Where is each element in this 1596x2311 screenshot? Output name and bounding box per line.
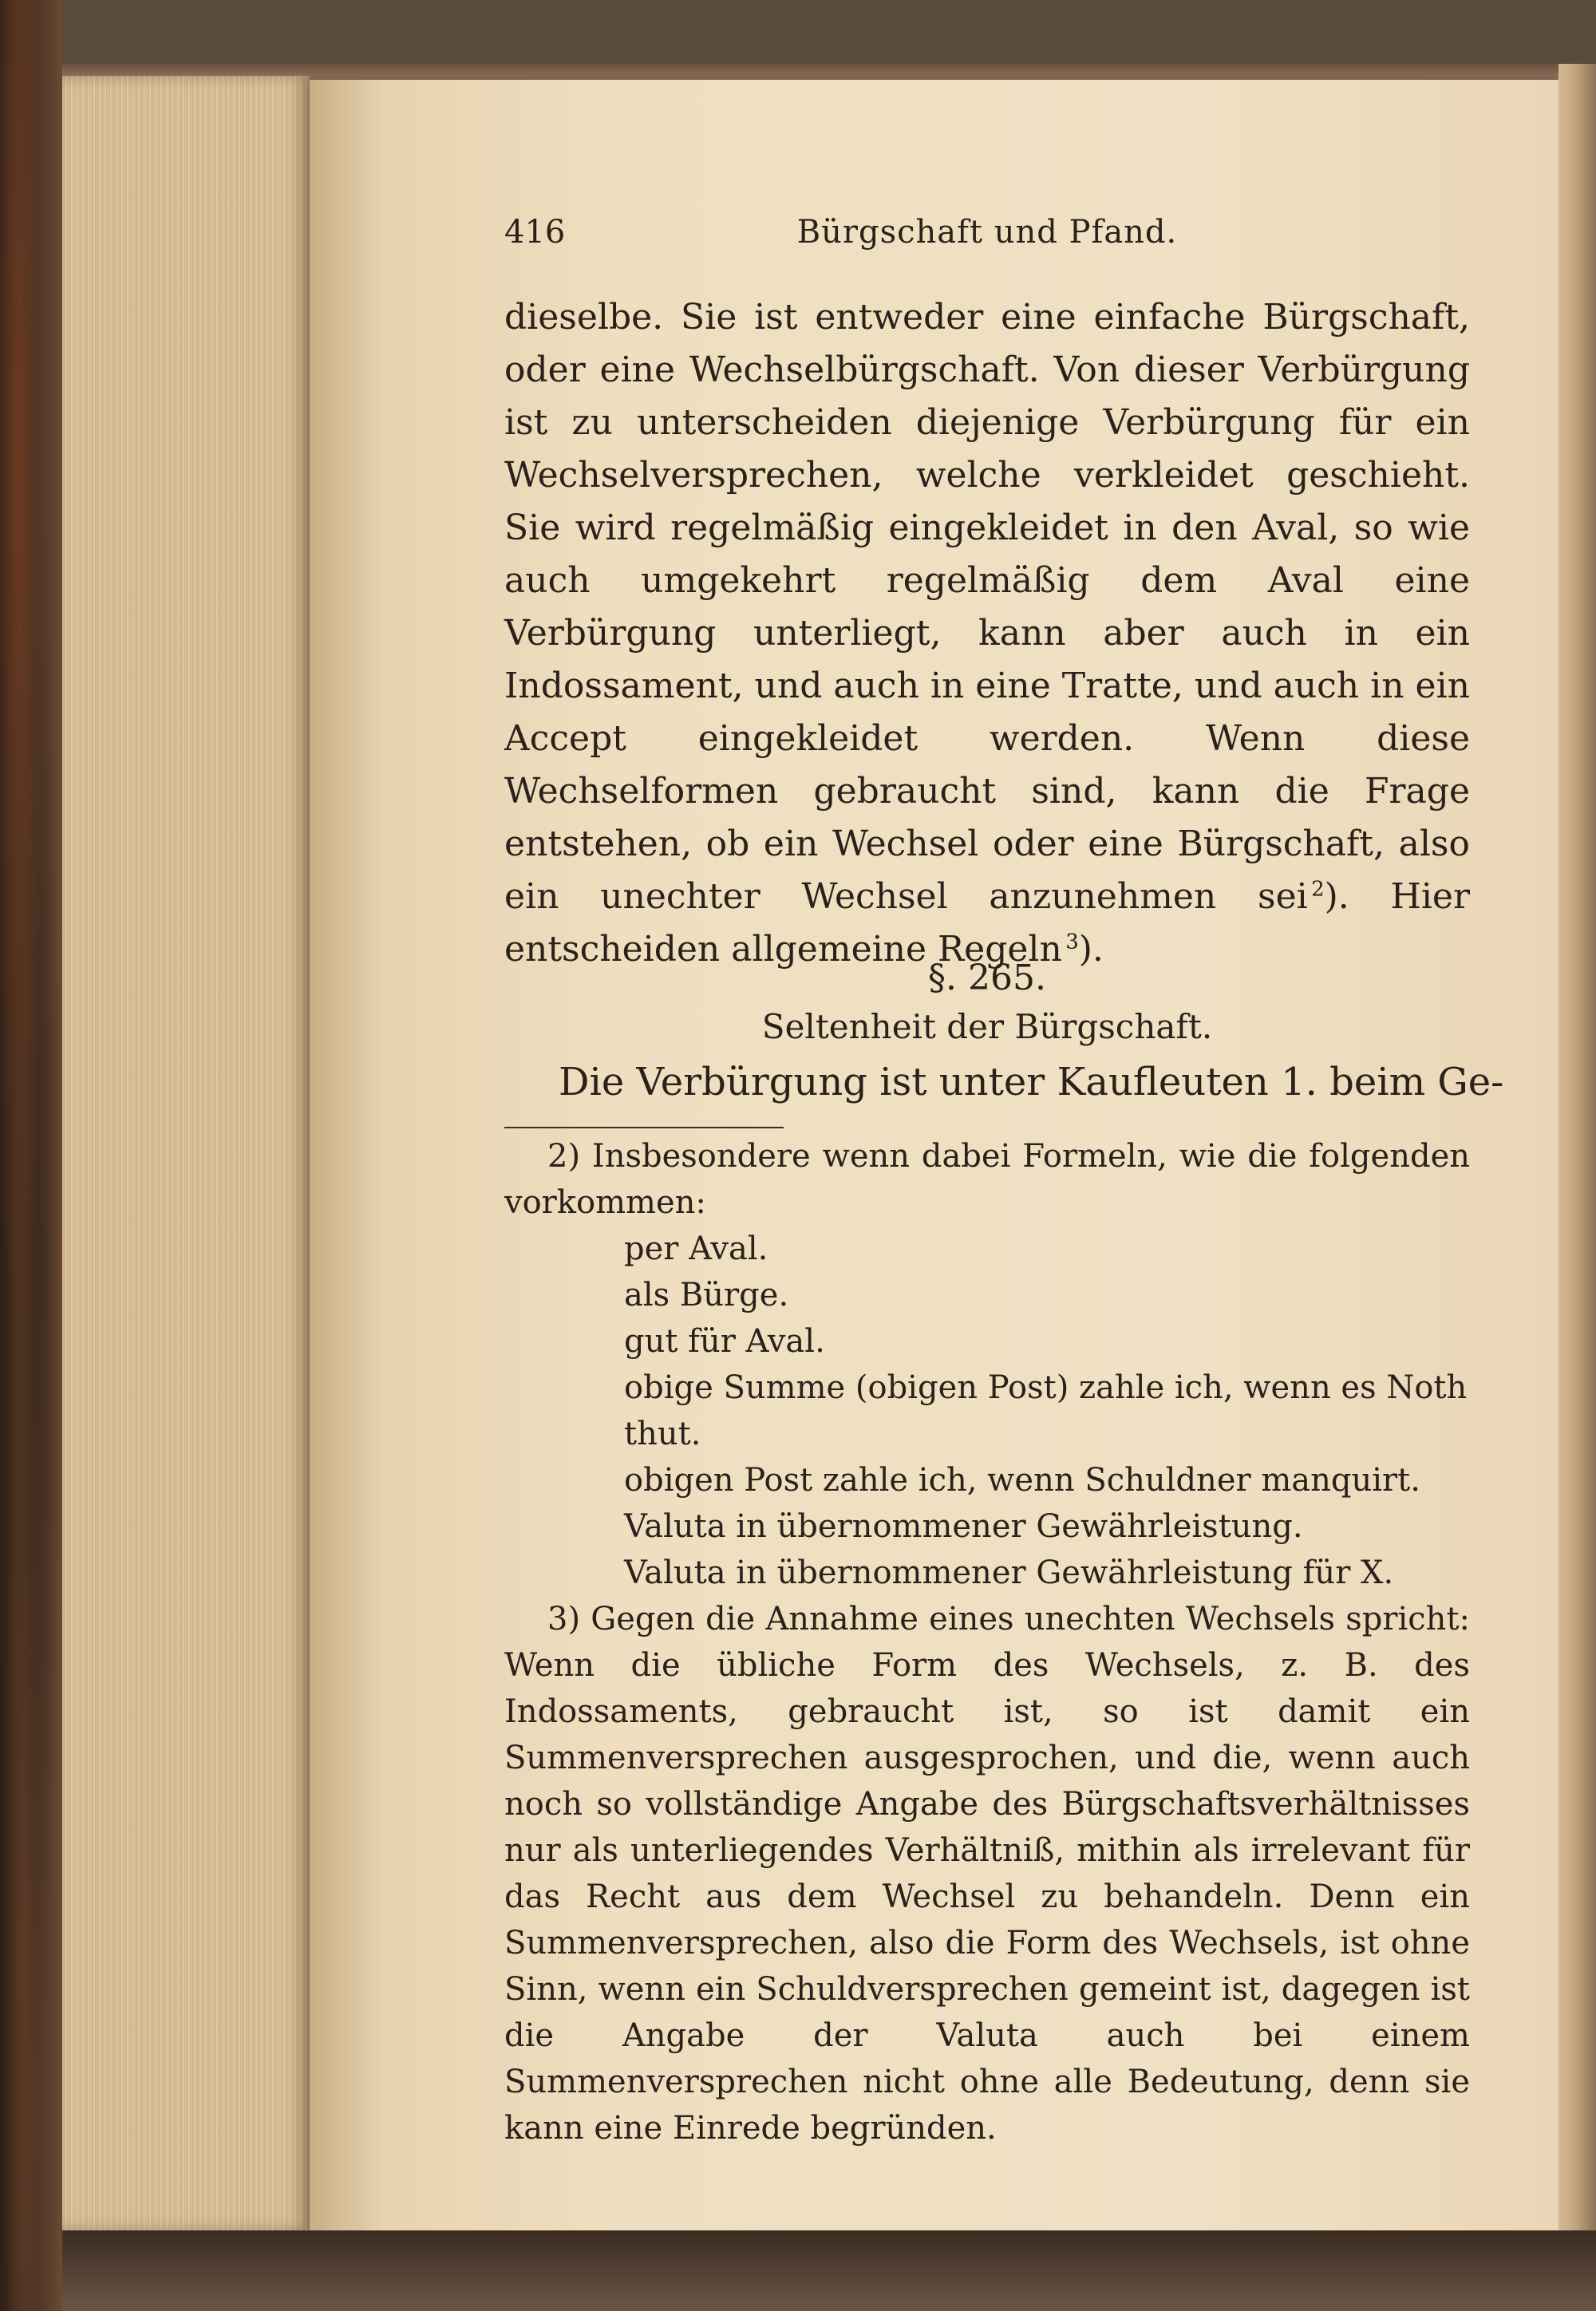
example-formula: gut für Aval. [624, 1323, 825, 1360]
footnote-2-intro: 2) Insbesondere wenn dabei Formeln, wie die folgenden vorkommen: [504, 1138, 1470, 1221]
footnote-ref-3[interactable]: 3 [1065, 930, 1079, 954]
section-first-line: Die Verbürgung ist unter Kaufleuten 1. beim Ge- [559, 1060, 1504, 1104]
body-paragraph [504, 291, 1470, 976]
example-formula: Valuta in übernommener Gewährleistung. [624, 1508, 1303, 1545]
book-bottom-edge [62, 2230, 1596, 2311]
body-paragraph-cont: ). Hier entscheiden allgemeine Regeln [504, 876, 1471, 970]
body-text [504, 291, 1470, 976]
footnote-ref-2[interactable]: 2 [1311, 877, 1325, 902]
running-header [504, 214, 1470, 262]
book-cover-left [0, 0, 62, 2311]
footnotes [504, 1133, 1470, 2151]
body-paragraph-text: dieselbe. Sie ist entweder eine einfache Bürgschaft, oder eine Wechselbürgschaft. Von dieser Verbürgung ist zu unterscheiden diejenige Verbürgung für ein Wechselversprechen, welche verkleidet geschieht. Sie wird regelmäßig eingekleidet in den Aval, so wie auch umgekehrt regelmäßig dem Aval eine Verbürgung unterliegt, kann aber auch in ein Indossament, und auch in eine Tratte, und auch in ein Accept eingekleidet werden. Wenn diese Wechselformen gebraucht sind, kann die Frage entstehen, ob ein Wechsel oder eine Bürgschaft, also ein unechter Wechsel anzunehmen sei [504, 297, 1470, 917]
section-number: §. 265. [928, 958, 1046, 998]
example-formula: per Aval. [624, 1231, 768, 1267]
example-formula: Valuta in übernommener Gewährleistung für X. [624, 1554, 1394, 1591]
section-title: Seltenheit der Bürgschaft. [761, 1007, 1213, 1046]
footnote-2-examples [624, 1226, 1470, 1596]
page-number: 416 [504, 214, 566, 251]
book-gutter [1558, 64, 1596, 2250]
footnote-3: 3) Gegen die Annahme eines unechten Wechsels spricht: Wenn die übliche Form des Wechsels, z. B. des Indossaments, gebraucht ist, so ist damit ein Summenversprechen ausgesprochen, und die, wenn auch noch so vollständige Angabe des Bürgschaftsverhältnisses nur als unterliegendes Verhältniß, mithin als irrelevant für das Recht aus dem Wechsel zu behandeln. Denn ein Summenversprechen, also die Form des Wechsels, ist ohne Sinn, wenn ein Schuldversprechen gemeint ist, dagegen ist die Angabe der Valuta auch bei einem Summenversprechen nicht ohne alle Bedeutung, denn sie kann eine Einrede begründen. [504, 1601, 1470, 2147]
example-formula: als Bürge. [624, 1277, 789, 1314]
example-formula: obigen Post zahle ich, wenn Schuldner manquirt. [624, 1462, 1420, 1499]
footnote-rule [504, 1127, 784, 1128]
body-paragraph-end: ). [1078, 929, 1104, 970]
page-edges [62, 76, 310, 2230]
example-formula: obige Summe (obigen Post) zahle ich, wenn es Noth thut. [624, 1369, 1468, 1452]
running-title: Bürgschaft und Pfand. [796, 214, 1178, 251]
